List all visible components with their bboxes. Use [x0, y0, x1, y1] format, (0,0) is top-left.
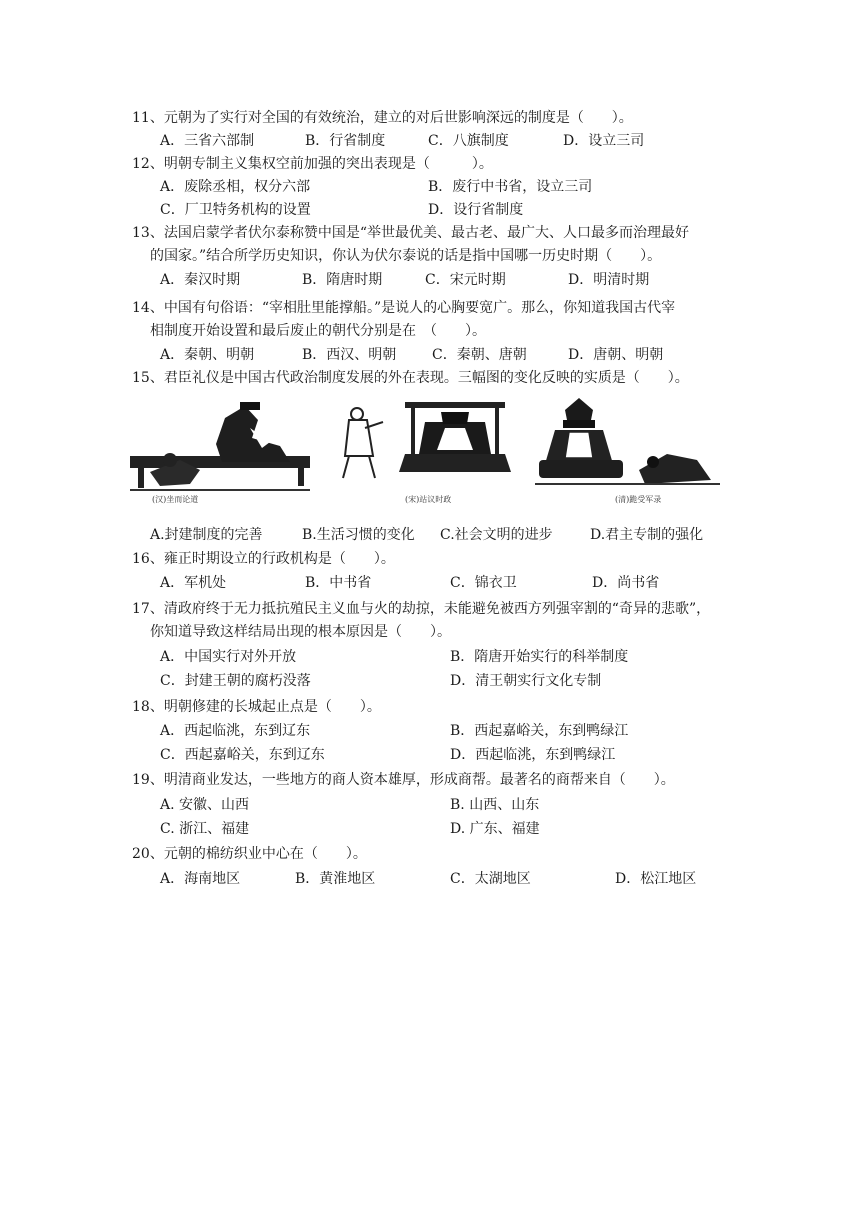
- question-stem: 11、元朝为了实行对全国的有效统治，建立的对后世影响深远的制度是（ ）。: [132, 110, 633, 126]
- options-q17-row1: [160, 646, 720, 669]
- option-d: D．唐朝、明朝: [568, 347, 664, 363]
- options-q19-row2: [160, 818, 720, 841]
- question-stem: 19、明清商业发达，一些地方的商人资本雄厚，形成商帮。最著名的商帮来自（ ）。: [132, 772, 675, 788]
- question-11: [132, 107, 742, 130]
- option-c: C．宋元时期: [425, 272, 506, 288]
- caption-song: (宋)站议时政: [405, 495, 452, 504]
- option-c: C．八旗制度: [428, 133, 509, 149]
- option-b: B.生活习惯的变化: [302, 527, 415, 543]
- option-b: B．行省制度: [305, 133, 386, 149]
- question-stem: 14、中国有句俗语：“宰相肚里能撑船。”是说人的心胸要宽广。那么，你知道我国古代宰: [132, 300, 676, 316]
- option-b: B．隋唐时期: [302, 272, 383, 288]
- option-b: B．黄淮地区: [295, 871, 376, 887]
- option-c: C．西起嘉峪关，东到辽东: [160, 747, 325, 763]
- options-q20: [160, 868, 720, 891]
- option-d: D. 广东、福建: [450, 821, 540, 837]
- option-b: B．中书省: [305, 575, 372, 591]
- option-d: D.君主专制的强化: [590, 527, 704, 543]
- option-a: A．废除丞相，权分六部: [160, 179, 311, 195]
- option-c: C．锦衣卫: [450, 575, 517, 591]
- question-18: [132, 696, 742, 719]
- option-c: C．厂卫特务机构的设置: [160, 202, 311, 218]
- options-q17-row2: [160, 670, 720, 693]
- option-b: B．西汉、明朝: [302, 347, 397, 363]
- option-a: A. 安徽、山西: [160, 797, 250, 813]
- question-stem-continued: 的国家。”结合所学历史知识，你认为伏尔泰说的话是指中国哪一历史时期（ ）。: [150, 248, 662, 264]
- option-d: D．松江地区: [615, 871, 697, 887]
- option-a: A．秦朝、明朝: [160, 347, 255, 363]
- question-stem: 15、君臣礼仪是中国古代政治制度发展的外在表现。三幅图的变化反映的实质是（ ）。: [132, 370, 689, 386]
- option-c: C．秦朝、唐朝: [432, 347, 527, 363]
- question-14: [132, 297, 742, 343]
- option-d: D．尚书省: [592, 575, 660, 591]
- options-q16: [160, 572, 720, 595]
- options-q11: [160, 130, 720, 153]
- question-19: [132, 769, 742, 792]
- song-standing-illustration: [335, 398, 525, 508]
- question-stem-continued: 相制度开始设置和最后废止的朝代分别是在 （ ）。: [150, 323, 486, 339]
- option-a: A．西起临洮，东到辽东: [160, 723, 311, 739]
- qing-kneeling-illustration: [535, 398, 725, 508]
- option-a: A．三省六部制: [160, 133, 255, 149]
- question-stem: 18、明朝修建的长城起止点是（ ）。: [132, 699, 381, 715]
- option-b: B. 山西、山东: [450, 797, 540, 813]
- option-a: A．军机处: [160, 575, 227, 591]
- option-d: D．清王朝实行文化专制: [450, 673, 602, 689]
- question-stem: 20、元朝的棉纺织业中心在（ ）。: [132, 846, 367, 862]
- option-b: B．隋唐开始实行的科举制度: [450, 649, 629, 665]
- question-stem: 17、清政府终于无力抵抗殖民主义血与火的劫掠，未能避免被西方列强宰割的“奇异的悲歌”，: [132, 601, 711, 617]
- caption-han: (汉)坐而论道: [152, 495, 199, 504]
- option-b: B．西起嘉峪关，东到鸭绿江: [450, 723, 629, 739]
- option-c: C．封建王朝的腐朽没落: [160, 673, 311, 689]
- court-etiquette-figure: [130, 398, 730, 513]
- options-q15: [150, 524, 740, 547]
- option-d: D．设立三司: [563, 133, 645, 149]
- option-c: C. 浙江、福建: [160, 821, 250, 837]
- options-q19-row1: [160, 794, 720, 817]
- option-d: D．设行省制度: [428, 202, 524, 218]
- question-12: [132, 153, 742, 176]
- option-d: D．明清时期: [568, 272, 650, 288]
- options-q14: [160, 344, 720, 367]
- question-stem: 16、雍正时期设立的行政机构是（ ）。: [132, 551, 395, 567]
- caption-qing: (清)跪受军录: [615, 495, 662, 504]
- options-q12-row1: [160, 176, 720, 199]
- option-c: C.社会文明的进步: [440, 527, 553, 543]
- question-15: [132, 367, 742, 390]
- options-q18-row1: [160, 720, 720, 743]
- options-q13: [160, 269, 720, 292]
- option-a: A．海南地区: [160, 871, 241, 887]
- question-stem: 12、明朝专制主义集权空前加强的突出表现是（ ）。: [132, 156, 493, 172]
- option-a: A．中国实行对外开放: [160, 649, 297, 665]
- question-20: [132, 843, 742, 866]
- han-seated-illustration: [130, 398, 315, 508]
- options-q12-row2: [160, 199, 720, 222]
- option-b: B．废行中书省，设立三司: [428, 179, 593, 195]
- options-q18-row2: [160, 744, 720, 767]
- question-13: [132, 222, 742, 268]
- option-c: C．太湖地区: [450, 871, 531, 887]
- question-stem-continued: 你知道导致这样结局出现的根本原因是（ ）。: [150, 624, 451, 640]
- option-d: D．西起临洮，东到鸭绿江: [450, 747, 616, 763]
- option-a: A.封建制度的完善: [150, 527, 263, 543]
- question-16: [132, 548, 742, 571]
- question-17: [132, 598, 742, 644]
- question-stem: 13、法国启蒙学者伏尔泰称赞中国是“举世最优美、最古老、最广大、人口最多而治理最好: [132, 225, 689, 241]
- option-a: A．秦汉时期: [160, 272, 241, 288]
